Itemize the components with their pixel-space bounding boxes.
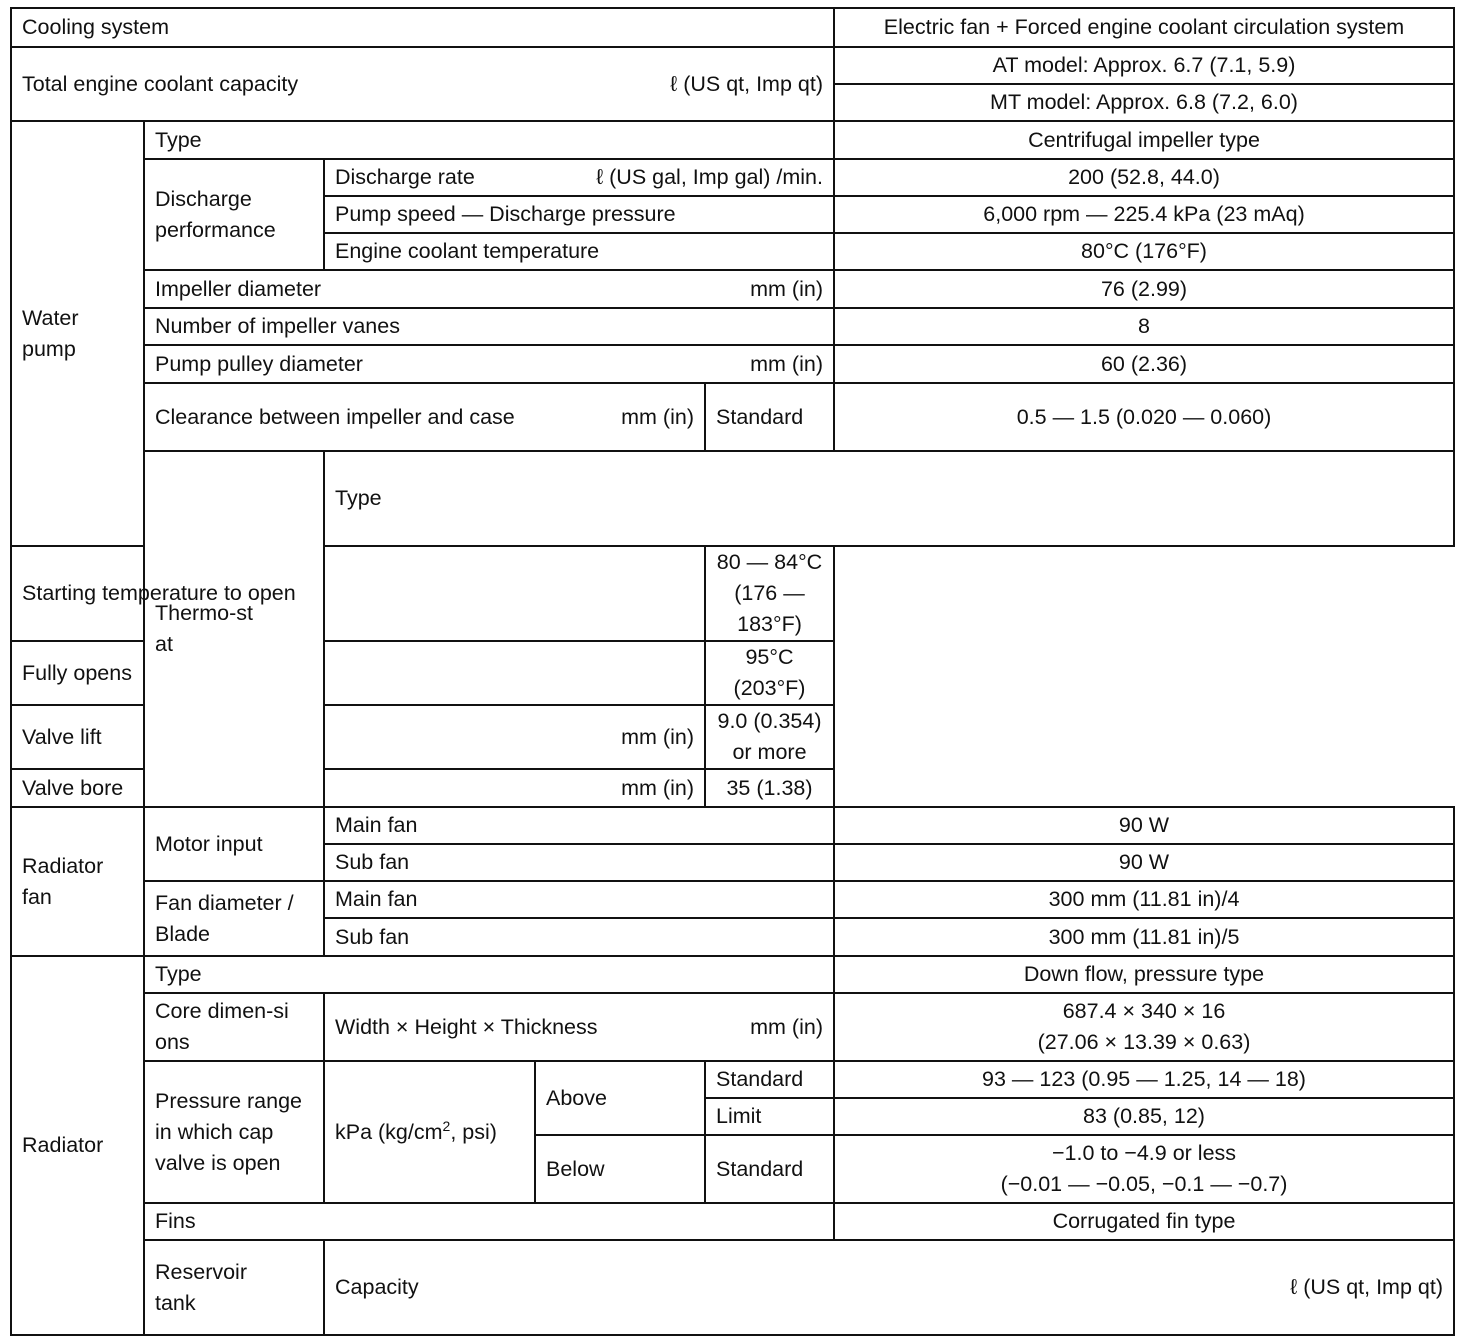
th-full-value: 95°C (203°F) [705, 641, 834, 705]
wp-impeller-diameter-cell [144, 270, 834, 308]
row-th-lift [11, 705, 1454, 769]
reservoir-capacity-cell [324, 1240, 1454, 1335]
rad-core-label: Core dimen-sions [144, 993, 324, 1061]
wp-type-value: Centrifugal impeller type [834, 121, 1454, 159]
rad-pressure-above: Above [535, 1061, 705, 1135]
wp-pulley-label: Pump pulley diameter [155, 351, 363, 376]
wp-pump-speed-label: Pump speed — Discharge pressure [324, 196, 834, 233]
wp-type-label: Type [144, 121, 834, 159]
reservoir-capacity-label: Capacity [335, 1275, 419, 1299]
row-fan-motor-main [11, 807, 1454, 844]
row-total-capacity [11, 47, 1454, 84]
th-bore-value: 35 (1.38) [705, 769, 834, 807]
fan-motor-label: Motor input [144, 807, 324, 881]
th-lift-value: 9.0 (0.354) or more [705, 705, 834, 769]
rad-pressure-limit-label: Limit [705, 1098, 834, 1135]
water-pump-group [11, 121, 144, 546]
fan-diameter-label: Fan diameter / Blade [144, 881, 324, 956]
wp-clearance-value: 0.5 — 1.5 (0.020 — 0.060) [834, 383, 1454, 451]
total-capacity-unit: ℓ (US qt, Imp qt) [670, 71, 823, 96]
rad-pressure-below: Below [535, 1135, 705, 1203]
cooling-system-value: Electric fan + Forced engine coolant circulation system [834, 8, 1454, 47]
rad-pressure-unit: kPa ($kg/cm^2$, psi) [324, 1061, 535, 1203]
total-capacity-mt: MT model: Approx. 6.8 (7.2, 6.0) [834, 84, 1454, 121]
wp-discharge-rate-label: Discharge rate [335, 165, 475, 189]
wp-impeller-diameter-value: 76 (2.99) [834, 270, 1454, 308]
fan-diameter-main-label: Main fan [324, 881, 834, 918]
rad-core-dims-cell [324, 993, 834, 1061]
wp-vanes-value: 8 [834, 308, 1454, 345]
row-th-type [11, 451, 1454, 546]
fan-diameter-sub-label: Sub fan [324, 918, 834, 956]
water-pump-label: Water pump [22, 305, 79, 361]
fan-motor-sub-value: 90 W [834, 844, 1454, 881]
th-bore-label: Valve bore [22, 775, 124, 800]
wp-pulley-cell [144, 345, 834, 383]
th-bore-unit: mm (in) [621, 775, 694, 800]
fan-motor-main-value: 90 W [834, 807, 1454, 844]
fan-motor-main-label: Main fan [324, 807, 834, 844]
row-wp-vanes [11, 308, 1454, 345]
fan-diameter-main-value: 300 mm (11.81 in)/4 [834, 881, 1454, 918]
wp-impeller-diameter-unit: mm (in) [750, 276, 823, 301]
rad-type-value: Down flow, pressure type [834, 956, 1454, 993]
fan-motor-sub-label: Sub fan [324, 844, 834, 881]
wp-coolant-temp-value: 80°C (176°F) [834, 233, 1454, 270]
reservoir-group [144, 1240, 324, 1335]
wp-vanes-label: Number of impeller vanes [144, 308, 834, 345]
row-wp-pulley [11, 345, 1454, 383]
total-capacity-cell [11, 47, 834, 121]
rad-pressure-above-std-label: Standard [705, 1061, 834, 1098]
th-lift-unit: mm (in) [621, 724, 694, 749]
radiator-fan-label: Radiator fan [22, 853, 104, 909]
row-rad-type [11, 956, 1454, 993]
wp-discharge-rate-value: 200 (52.8, 44.0) [834, 159, 1454, 196]
wp-clearance-cell [144, 383, 705, 451]
wp-pulley-value: 60 (2.36) [834, 345, 1454, 383]
wp-pulley-unit: mm (in) [750, 351, 823, 376]
th-start-label: Starting temperature to open [11, 546, 705, 641]
rad-pressure-below-std-label: Standard [705, 1135, 834, 1203]
reservoir-capacity-unit: ℓ (US qt, Imp qt) [1290, 1275, 1443, 1299]
row-cooling-system [11, 8, 1454, 47]
fan-diameter-sub-value: 300 mm (11.81 in)/5 [834, 918, 1454, 956]
rad-pressure-below-value-1: −1.0 to −4.9 or less [1051, 1141, 1237, 1165]
rad-fins-value: Corrugated fin type [834, 1203, 1454, 1240]
wp-clearance-label: Clearance between impeller and case [155, 404, 515, 429]
wp-discharge-rate-unit: ℓ (US gal, Imp gal) /min. [596, 165, 823, 189]
row-th-bore [11, 769, 1454, 807]
wp-impeller-diameter-label: Impeller diameter [155, 276, 322, 301]
row-wp-clearance [11, 383, 1454, 451]
wp-discharge-rate-cell [324, 159, 834, 196]
rad-pressure-label: Pressure range in which cap valve is open [144, 1061, 324, 1203]
rad-pressure-above-std-value: 93 — 123 (0.95 — 1.25, 14 — 18) [834, 1061, 1454, 1098]
th-lift-label: Valve lift [22, 724, 102, 749]
th-full-label: Fully opens [11, 641, 705, 705]
row-th-full [11, 641, 1454, 705]
row-reservoir [11, 1240, 1454, 1335]
rad-pressure-limit-value: 83 (0.85, 12) [834, 1098, 1454, 1135]
th-type-label: Type [324, 451, 1454, 546]
rad-pressure-below-value-2: (−0.01 — −0.05, −0.1 — −0.7) [1000, 1172, 1288, 1196]
row-fan-diameter-main [11, 881, 1454, 918]
rad-fins-label: Fins [144, 1203, 834, 1240]
rad-core-value-2: (27.06 × 13.39 × 0.63) [1037, 1030, 1251, 1054]
total-capacity-at: AT model: Approx. 6.7 (7.1, 5.9) [834, 47, 1454, 84]
cooling-spec-table [10, 7, 1455, 1336]
total-capacity-label: Total engine coolant capacity [22, 71, 299, 96]
wp-clearance-standard: Standard [705, 383, 834, 451]
th-start-value: 80 — 84°C (176 — 183°F) [705, 546, 834, 641]
row-rad-fins [11, 1203, 1454, 1240]
radiator-fan-group [11, 807, 144, 956]
wp-coolant-temp-label: Engine coolant temperature [324, 233, 834, 270]
wp-pump-speed-value: 6,000 rpm — 225.4 kPa (23 mAq) [834, 196, 1454, 233]
row-wp-impeller-diameter [11, 270, 1454, 308]
row-rad-pressure-above-std [11, 1061, 1454, 1098]
rad-pressure-unit-sup: 2 [442, 1117, 451, 1134]
thermostat-label: Thermo-stat [155, 601, 253, 656]
radiator-group: Radiator [11, 956, 144, 1335]
th-bore-cell [11, 769, 705, 807]
row-rad-core [11, 993, 1454, 1061]
wp-discharge-label: Discharge performance [144, 159, 324, 270]
row-wp-type [11, 121, 1454, 159]
row-wp-discharge-rate [11, 159, 1454, 196]
rad-type-label: Type [144, 956, 834, 993]
reservoir-label: Reservoir tank [155, 1259, 247, 1315]
cooling-system-label: Cooling system [11, 8, 834, 47]
wp-clearance-unit: mm (in) [621, 404, 694, 429]
rad-core-value [834, 993, 1454, 1061]
rad-core-dims: Width × Height × Thickness [335, 1014, 598, 1039]
rad-core-value-1: 687.4 × 340 × 16 [1062, 999, 1226, 1023]
rad-pressure-below-value [834, 1135, 1454, 1203]
rad-core-unit: mm (in) [750, 1014, 823, 1039]
th-lift-cell [11, 705, 705, 769]
